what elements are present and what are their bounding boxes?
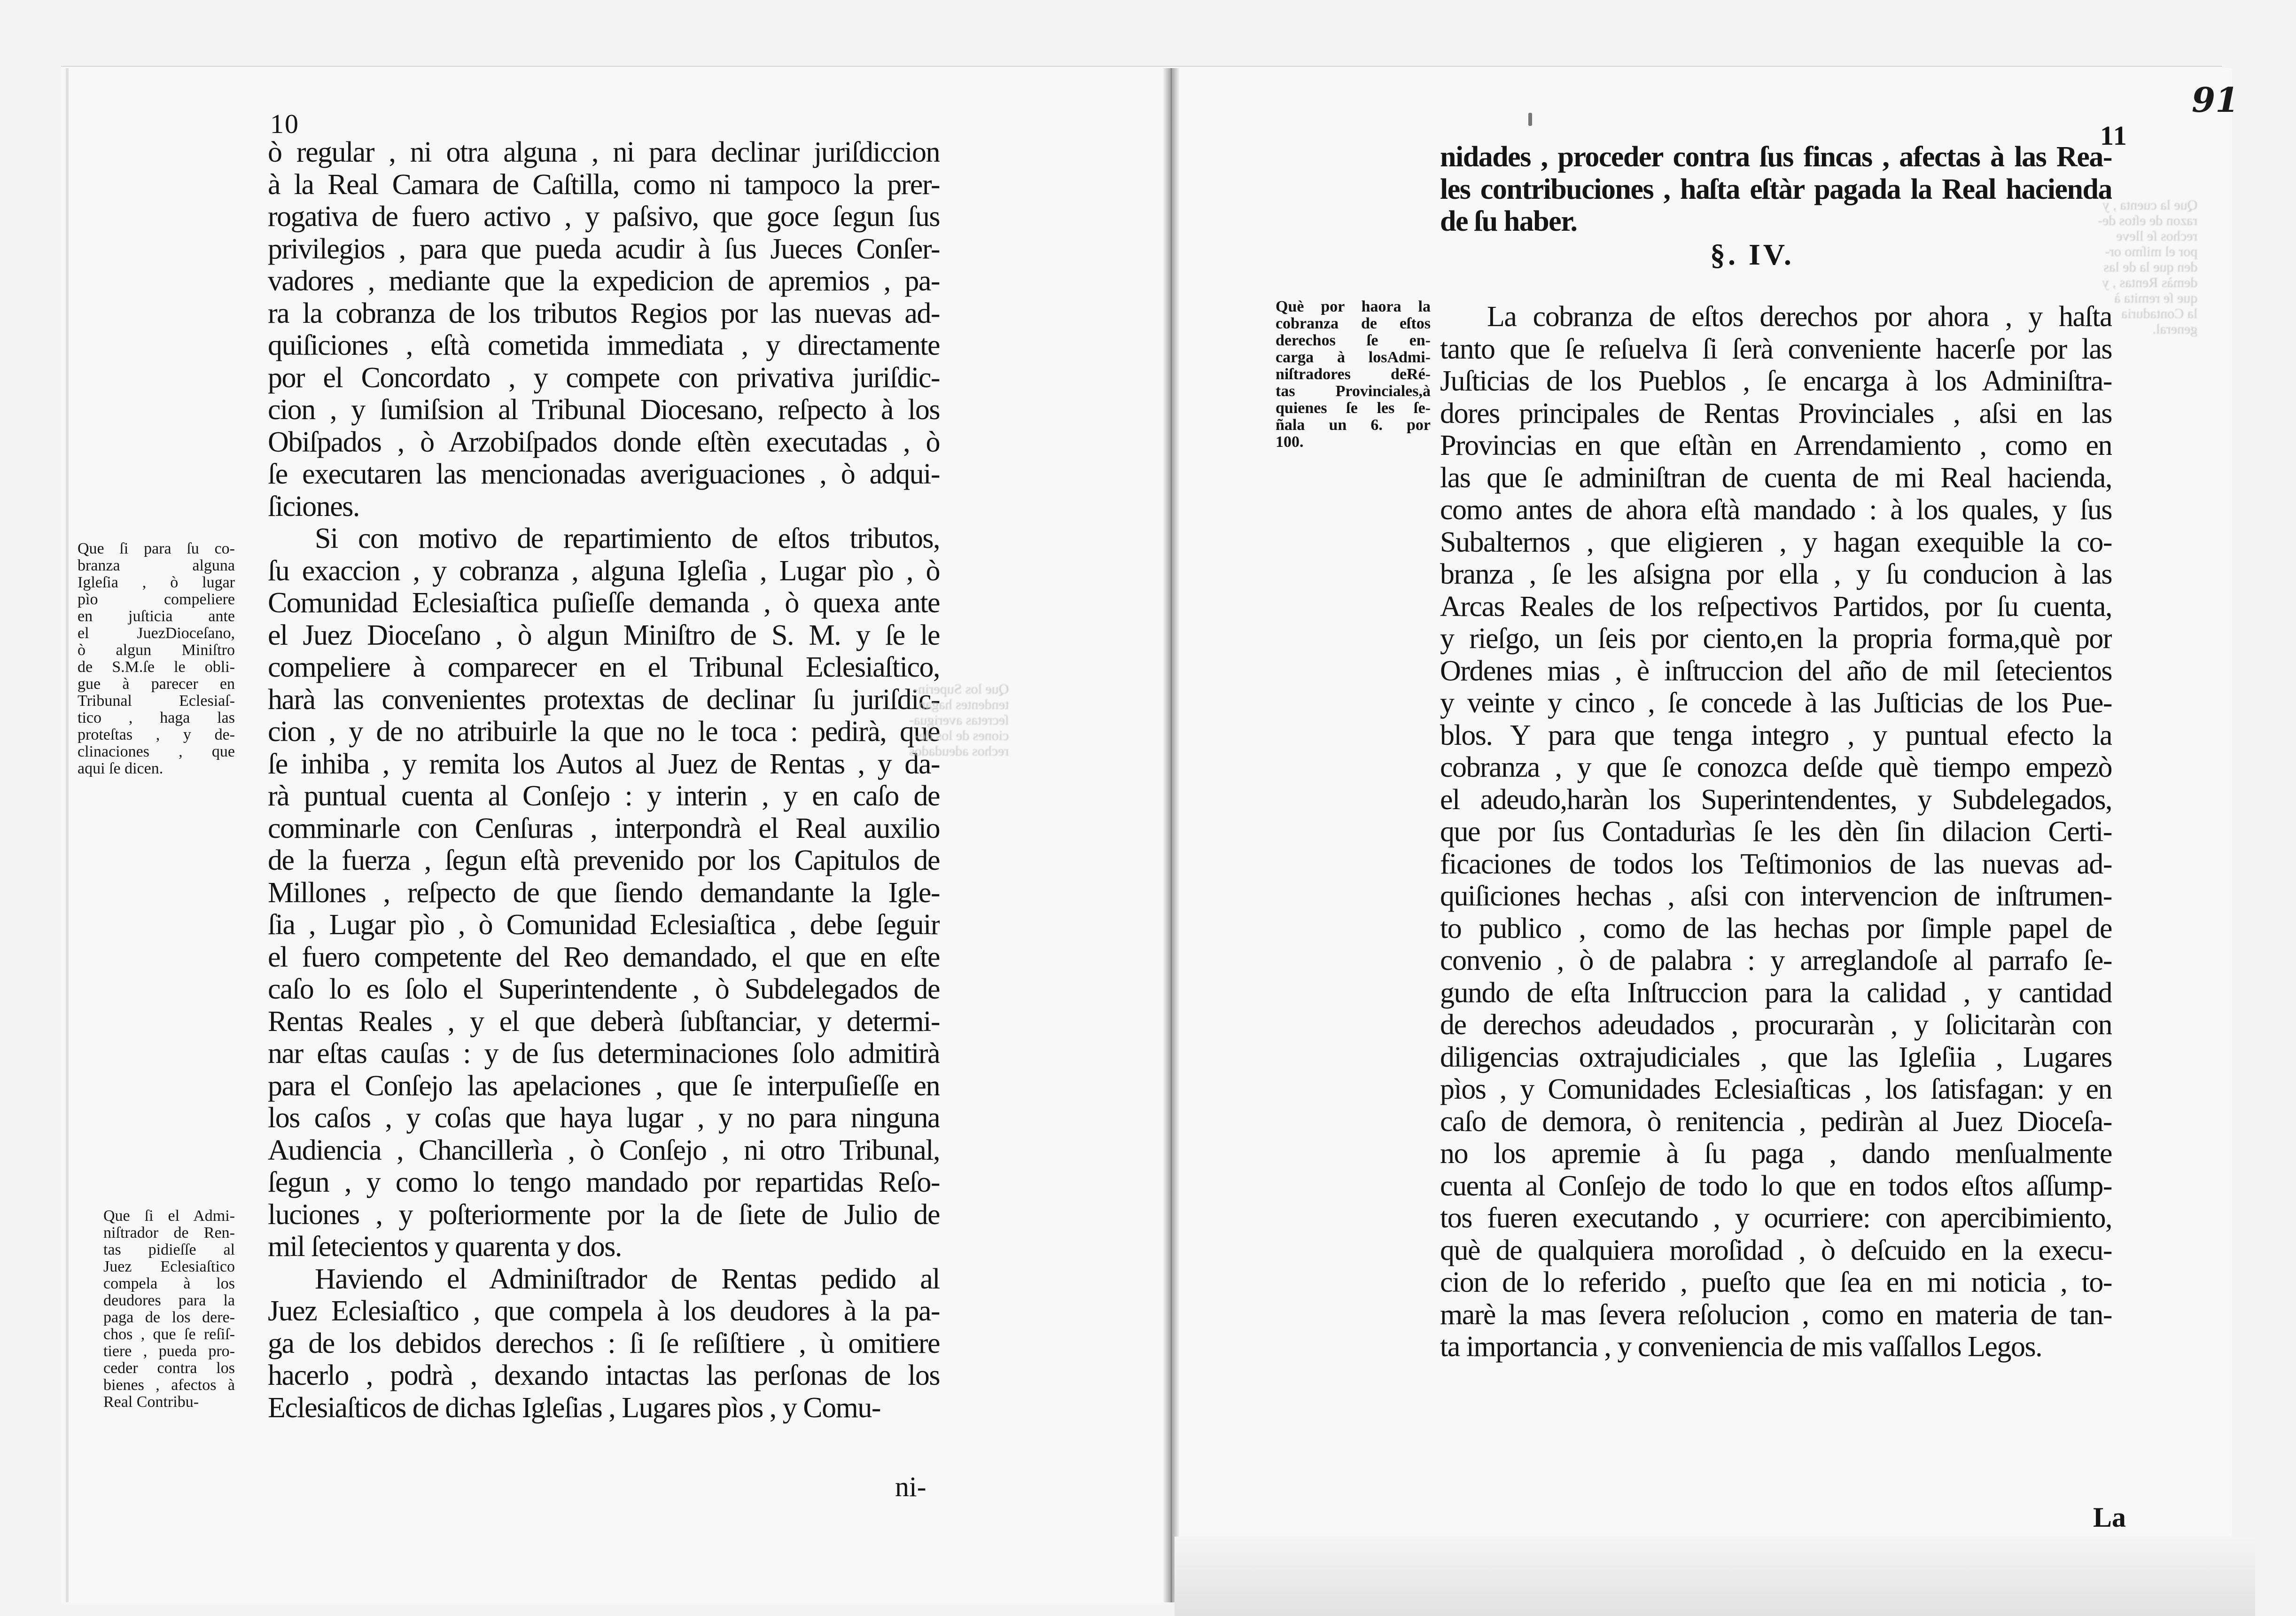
left-page-number: 10 xyxy=(270,109,299,139)
text-line: ceder contra los xyxy=(103,1360,235,1377)
page-bottom-shadow xyxy=(1175,1537,2255,1616)
text-line: Tribunal Eclesiaſ- xyxy=(78,693,235,710)
text-line: el Juez Dioceſano , ò algun Miniſtro de S. M. y ſe le xyxy=(268,619,940,651)
text-line: den que la de las xyxy=(2103,259,2198,275)
bleed-through-text-left xyxy=(909,681,1009,759)
text-line: ſe inhiba , y remita los Autos al Juez de Rentas , y da- xyxy=(268,748,940,780)
text-line: nidades , proceder contra ſus fincas , afectas à las Rea- xyxy=(1440,141,2112,173)
margin-note-cobranza-iglesia xyxy=(78,540,235,777)
text-line: Que ſi el Admi- xyxy=(103,1208,235,1225)
text-line: 100. xyxy=(1276,434,1304,451)
text-line: niſtradores deRé- xyxy=(1276,366,1431,383)
text-line: Haviendo el Adminiſtrador de Rentas pedido al xyxy=(315,1263,940,1295)
text-line: Millones , reſpecto de que ſiendo demandante la Igle- xyxy=(268,876,940,909)
text-line: compela à los xyxy=(103,1275,235,1292)
text-line: en juſticia ante xyxy=(78,608,235,625)
left-catchword: ni- xyxy=(895,1471,926,1502)
text-line: Real Contribu- xyxy=(103,1394,199,1411)
book-gutter xyxy=(1163,68,1179,1602)
text-line: pìo compeliere xyxy=(78,591,235,608)
text-line: para el Conſejo las apelaciones , que ſe interpuſieſſe en xyxy=(268,1070,940,1102)
right-page-continuation xyxy=(1440,141,2112,238)
text-line: la Contaduria xyxy=(2121,306,2198,321)
text-line: de S.M.ſe le obli- xyxy=(78,659,235,676)
text-line: mil ſetecientos y quarenta y dos. xyxy=(268,1231,622,1263)
text-line: el adeudo,haràn los Superintendentes, y Subdelegados, xyxy=(1440,783,2112,816)
text-line: harà las convenientes protextas de declinar ſu juriſdic- xyxy=(268,683,940,716)
text-line: ò algun Miniſtro xyxy=(78,642,235,659)
text-line: cobranza de eſtos xyxy=(1276,315,1431,332)
text-line: ciones de los de- xyxy=(914,728,1009,743)
text-line: proteſtas , y de- xyxy=(78,726,235,743)
text-line: ñala un 6. por xyxy=(1276,417,1431,434)
text-line: ſecretas averigua- xyxy=(909,712,1009,728)
text-line: gundo de eſta Inſtruccion para la calidad , y cantidad xyxy=(1440,976,2112,1009)
text-line: carga à losAdmi- xyxy=(1276,349,1431,366)
text-line: caſo lo es ſolo el Superintendente , ò Subdelegados de xyxy=(268,973,940,1005)
text-line: ta importancia , y conveniencia de mis vaſſallos Legos. xyxy=(1440,1331,2042,1363)
text-line: Igleſia , ò lugar xyxy=(78,574,235,591)
text-line: Subalternos , que eligieren , y hagan exequible la co- xyxy=(1440,526,2112,558)
text-line: cobranza , y que ſe conozca deſde què tiempo empezò xyxy=(1440,751,2112,783)
text-line: privilegios , para que pueda acudir à ſus Jueces Conſer- xyxy=(268,233,940,265)
text-line: razon de eſtos de- xyxy=(2098,213,2198,228)
text-line: las que ſe adminiſtran de cuenta de mi Real hacienda, xyxy=(1440,461,2112,494)
text-line: el JuezDioceſano, xyxy=(78,625,235,642)
text-line: luciones , y poſteriormente por la de ſiete de Julio de xyxy=(268,1198,940,1231)
text-line: Que ſi para ſu co- xyxy=(78,540,235,557)
text-line: Obiſpados , ò Arzobiſpados donde eſtèn executadas , ò xyxy=(268,426,940,458)
text-line: el fuero competente del Reo demandado, el que en eſte xyxy=(268,941,940,973)
text-line: aqui ſe dicen. xyxy=(78,760,163,777)
text-line: derechos ſe en- xyxy=(1276,332,1431,349)
text-line: ra la cobranza de los tributos Regios por las nuevas ad- xyxy=(268,297,940,329)
text-line: comminarle con Cenſuras , interpondrà el Real auxilio xyxy=(268,812,940,844)
text-line: marè la mas ſevera reſolucion , como en materia de tan- xyxy=(1440,1298,2112,1331)
bleed-through-text-right xyxy=(2098,197,2197,337)
text-line: à la Real Camara de Caſtilla, como ni tampoco la prer- xyxy=(268,168,940,201)
text-line: ficaciones de todos los Teſtimonios de las nuevas ad- xyxy=(1440,848,2112,880)
text-line: rechos adeudados xyxy=(909,743,1009,759)
text-line: quiſiciones , eſtà cometida immediata , y directamente xyxy=(268,329,940,361)
text-line: por el miſmo or- xyxy=(2105,244,2198,259)
text-line: ſegun , y como lo tengo mandado por repartidas Reſo- xyxy=(268,1166,940,1198)
text-line: tas Provinciales,à xyxy=(1276,383,1431,400)
text-line: clinaciones , que xyxy=(78,743,235,760)
text-line: branza , ſe les aſsigna por ella , y ſu conducion à las xyxy=(1440,558,2112,590)
text-line: Si con motivo de repartimiento de eſtos tributos, xyxy=(315,523,940,554)
text-line: Que la cuenta , y xyxy=(2102,197,2198,213)
text-line: demàs Rentas , y xyxy=(2102,275,2198,290)
text-line: Ordenes mias , è inſtruccion del año de mil ſetecientos xyxy=(1440,655,2112,687)
text-line: cion , y de no atribuirle la que no le toca : pedirà, que xyxy=(268,716,940,748)
text-line: Juſticias de los Pueblos , ſe encarga à los Adminiſtra- xyxy=(1440,365,2112,397)
text-line: ſe executaren las mencionadas averiguaciones , ò adqui- xyxy=(268,458,940,490)
text-line: ſiciones. xyxy=(268,490,359,523)
text-line: tas pidieſſe al xyxy=(103,1241,235,1258)
text-line: general. xyxy=(2152,321,2198,337)
text-line: hacerlo , podrà , dexando intactas las perſonas de los xyxy=(268,1359,940,1391)
text-line: Eclesiaſticos de dichas Igleſias , Lugares pìos , y Comu- xyxy=(268,1391,880,1424)
text-line: ò regular , ni otra alguna , ni para declinar juriſdiccion xyxy=(268,136,940,168)
text-line: to publico , como de las hechas por ſimple papel de xyxy=(1440,912,2112,945)
text-line: tiere , pueda pro- xyxy=(103,1343,235,1360)
left-page-body xyxy=(268,136,940,1424)
right-page-number: 11 xyxy=(2100,120,2128,151)
section-heading: §. IV. xyxy=(1710,238,1794,271)
text-line: caſo de demora, ò renitencia , pediràn al Juez Dioceſa- xyxy=(1440,1105,2112,1138)
text-line: Juez Eclesiaſtico xyxy=(103,1258,235,1275)
text-line: compeliere à comparecer en el Tribunal Eclesiaſtico, xyxy=(268,651,940,683)
margin-note-administrador-rentas xyxy=(103,1208,235,1411)
text-line: convenio , ò de palabra : y arreglandoſe al parrafo ſe- xyxy=(1440,945,2112,976)
text-line: cion , y ſumiſsion al Tribunal Diocesano, reſpecto à los xyxy=(268,394,940,426)
text-line: por el Concordato , y compete con privativa juriſdic- xyxy=(268,361,940,394)
right-page-body xyxy=(1440,301,2112,1363)
text-line: rechos ſe lleve xyxy=(2116,228,2198,244)
text-line: quienes ſe les ſe- xyxy=(1276,400,1431,417)
text-line: niſtrador de Ren- xyxy=(103,1225,235,1241)
text-line: como antes de ahora eſtà mandado : à los quales, y ſus xyxy=(1440,494,2112,526)
text-line: y rieſgo, un ſeis por ciento,en la propria forma,què por xyxy=(1440,623,2112,655)
text-line: rà puntual cuenta al Conſejo : y interin , y en caſo de xyxy=(268,780,940,812)
text-line: dores principales de Rentas Provinciales , aſsi en las xyxy=(1440,397,2112,429)
text-line: quiſiciones hechas , aſsi con intervencion de inſtrumen- xyxy=(1440,880,2112,912)
ink-mark xyxy=(1528,113,1532,126)
text-line: rogativa de fuero activo , y paſsivo, que goce ſegun ſus xyxy=(268,201,940,233)
text-line: nar eſtas cauſas : y de ſus determinaciones ſolo admitirà xyxy=(268,1038,940,1070)
text-line: diligencias oxtrajudiciales , que las Igleſiia , Lugares xyxy=(1440,1041,2112,1073)
text-line: Provincias en que eſtàn en Arrendamiento , como en xyxy=(1440,429,2112,461)
text-line: deudores para la xyxy=(103,1292,235,1309)
text-line: branza alguna xyxy=(78,557,235,574)
text-line: ga de los debidos derechos : ſi ſe reſiſtiere , ù omitiere xyxy=(268,1327,940,1359)
text-line: de derechos adeudados , procuraràn , y ſolicitaràn con xyxy=(1440,1009,2112,1041)
text-line: Rentas Reales , y el que deberà ſubſtanciar, y determi- xyxy=(268,1005,940,1038)
text-line: y veinte y cinco , ſe concede à las Juſticias de los Pue- xyxy=(1440,687,2112,719)
text-line: cion de lo referido , pueſto que ſea en mi noticia , to- xyxy=(1440,1266,2112,1298)
right-catchword: La xyxy=(2093,1502,2126,1533)
text-line: vadores , mediante que la expedicion de apremios , pa- xyxy=(268,265,940,297)
text-line: què de qualquiera moroſidad , ò deſcuido en la execu- xyxy=(1440,1234,2112,1266)
text-line: que por ſus Contadurìas ſe les dèn ſin dilacion Certi- xyxy=(1440,816,2112,848)
text-line: tico , haga las xyxy=(78,710,235,726)
text-line: bienes , afectos à xyxy=(103,1377,235,1394)
text-line: Què por haora la xyxy=(1276,298,1431,315)
text-line: no los apremie à ſu paga , dando menſualmente xyxy=(1440,1138,2112,1170)
text-line: gue à parecer en xyxy=(78,676,235,693)
text-line: tos fueren executando , y ocurriere: con apercibimiento, xyxy=(1440,1202,2112,1234)
margin-note-cobranza-administradores xyxy=(1276,298,1431,451)
text-line: de la fuerza , ſegun eſtà prevenido por los Capitulos de xyxy=(268,844,940,876)
text-line: de ſu haber. xyxy=(1440,205,1577,237)
text-line: los caſos , y coſas que haya lugar , y no para ninguna xyxy=(268,1102,940,1134)
text-line: Juez Eclesiaſtico , que compela à los deudores à la pa- xyxy=(268,1295,940,1327)
text-line: que ſe remita à xyxy=(2114,290,2198,306)
text-line: Audiencia , Chancillerìa , ò Conſejo , ni otro Tribunal, xyxy=(268,1134,940,1166)
text-line: Comunidad Eclesiaſtica puſieſſe demanda , ò quexa ante xyxy=(268,587,940,619)
text-line: ſu exaccion , y cobranza , alguna Igleſia , Lugar pìo , ò xyxy=(268,554,940,587)
text-line: paga de los dere- xyxy=(103,1309,235,1326)
text-line: pìos , y Comunidades Eclesiaſticas , los ſatisfagan: y en xyxy=(1440,1073,2112,1105)
text-line: blos. Y para que tenga integro , y puntual efecto la xyxy=(1440,719,2112,751)
text-line: chos , que ſe reſiſ- xyxy=(103,1326,235,1343)
text-line: La cobranza de eſtos derechos por ahora , y haſta xyxy=(1487,301,2112,333)
text-line: tendentes hagan xyxy=(918,697,1009,712)
text-line: les contribuciones , haſta eſtàr pagada la Real hacienda xyxy=(1440,173,2112,205)
text-line: cuenta al Conſejo de todo lo que en todos eſtos aſſump- xyxy=(1440,1170,2112,1202)
text-line: Arcas Reales de los reſpectivos Partidos, por ſu cuenta, xyxy=(1440,590,2112,623)
text-line: ſia , Lugar pìo , ò Comunidad Eclesiaſtica , debe ſeguir xyxy=(268,909,940,941)
text-line: tanto que ſe reſuelva ſi ſerà conveniente hacerſe por las xyxy=(1440,333,2112,365)
text-line: Que los Superin- xyxy=(913,681,1009,697)
handwritten-folio-number: 91 xyxy=(2192,80,2239,120)
